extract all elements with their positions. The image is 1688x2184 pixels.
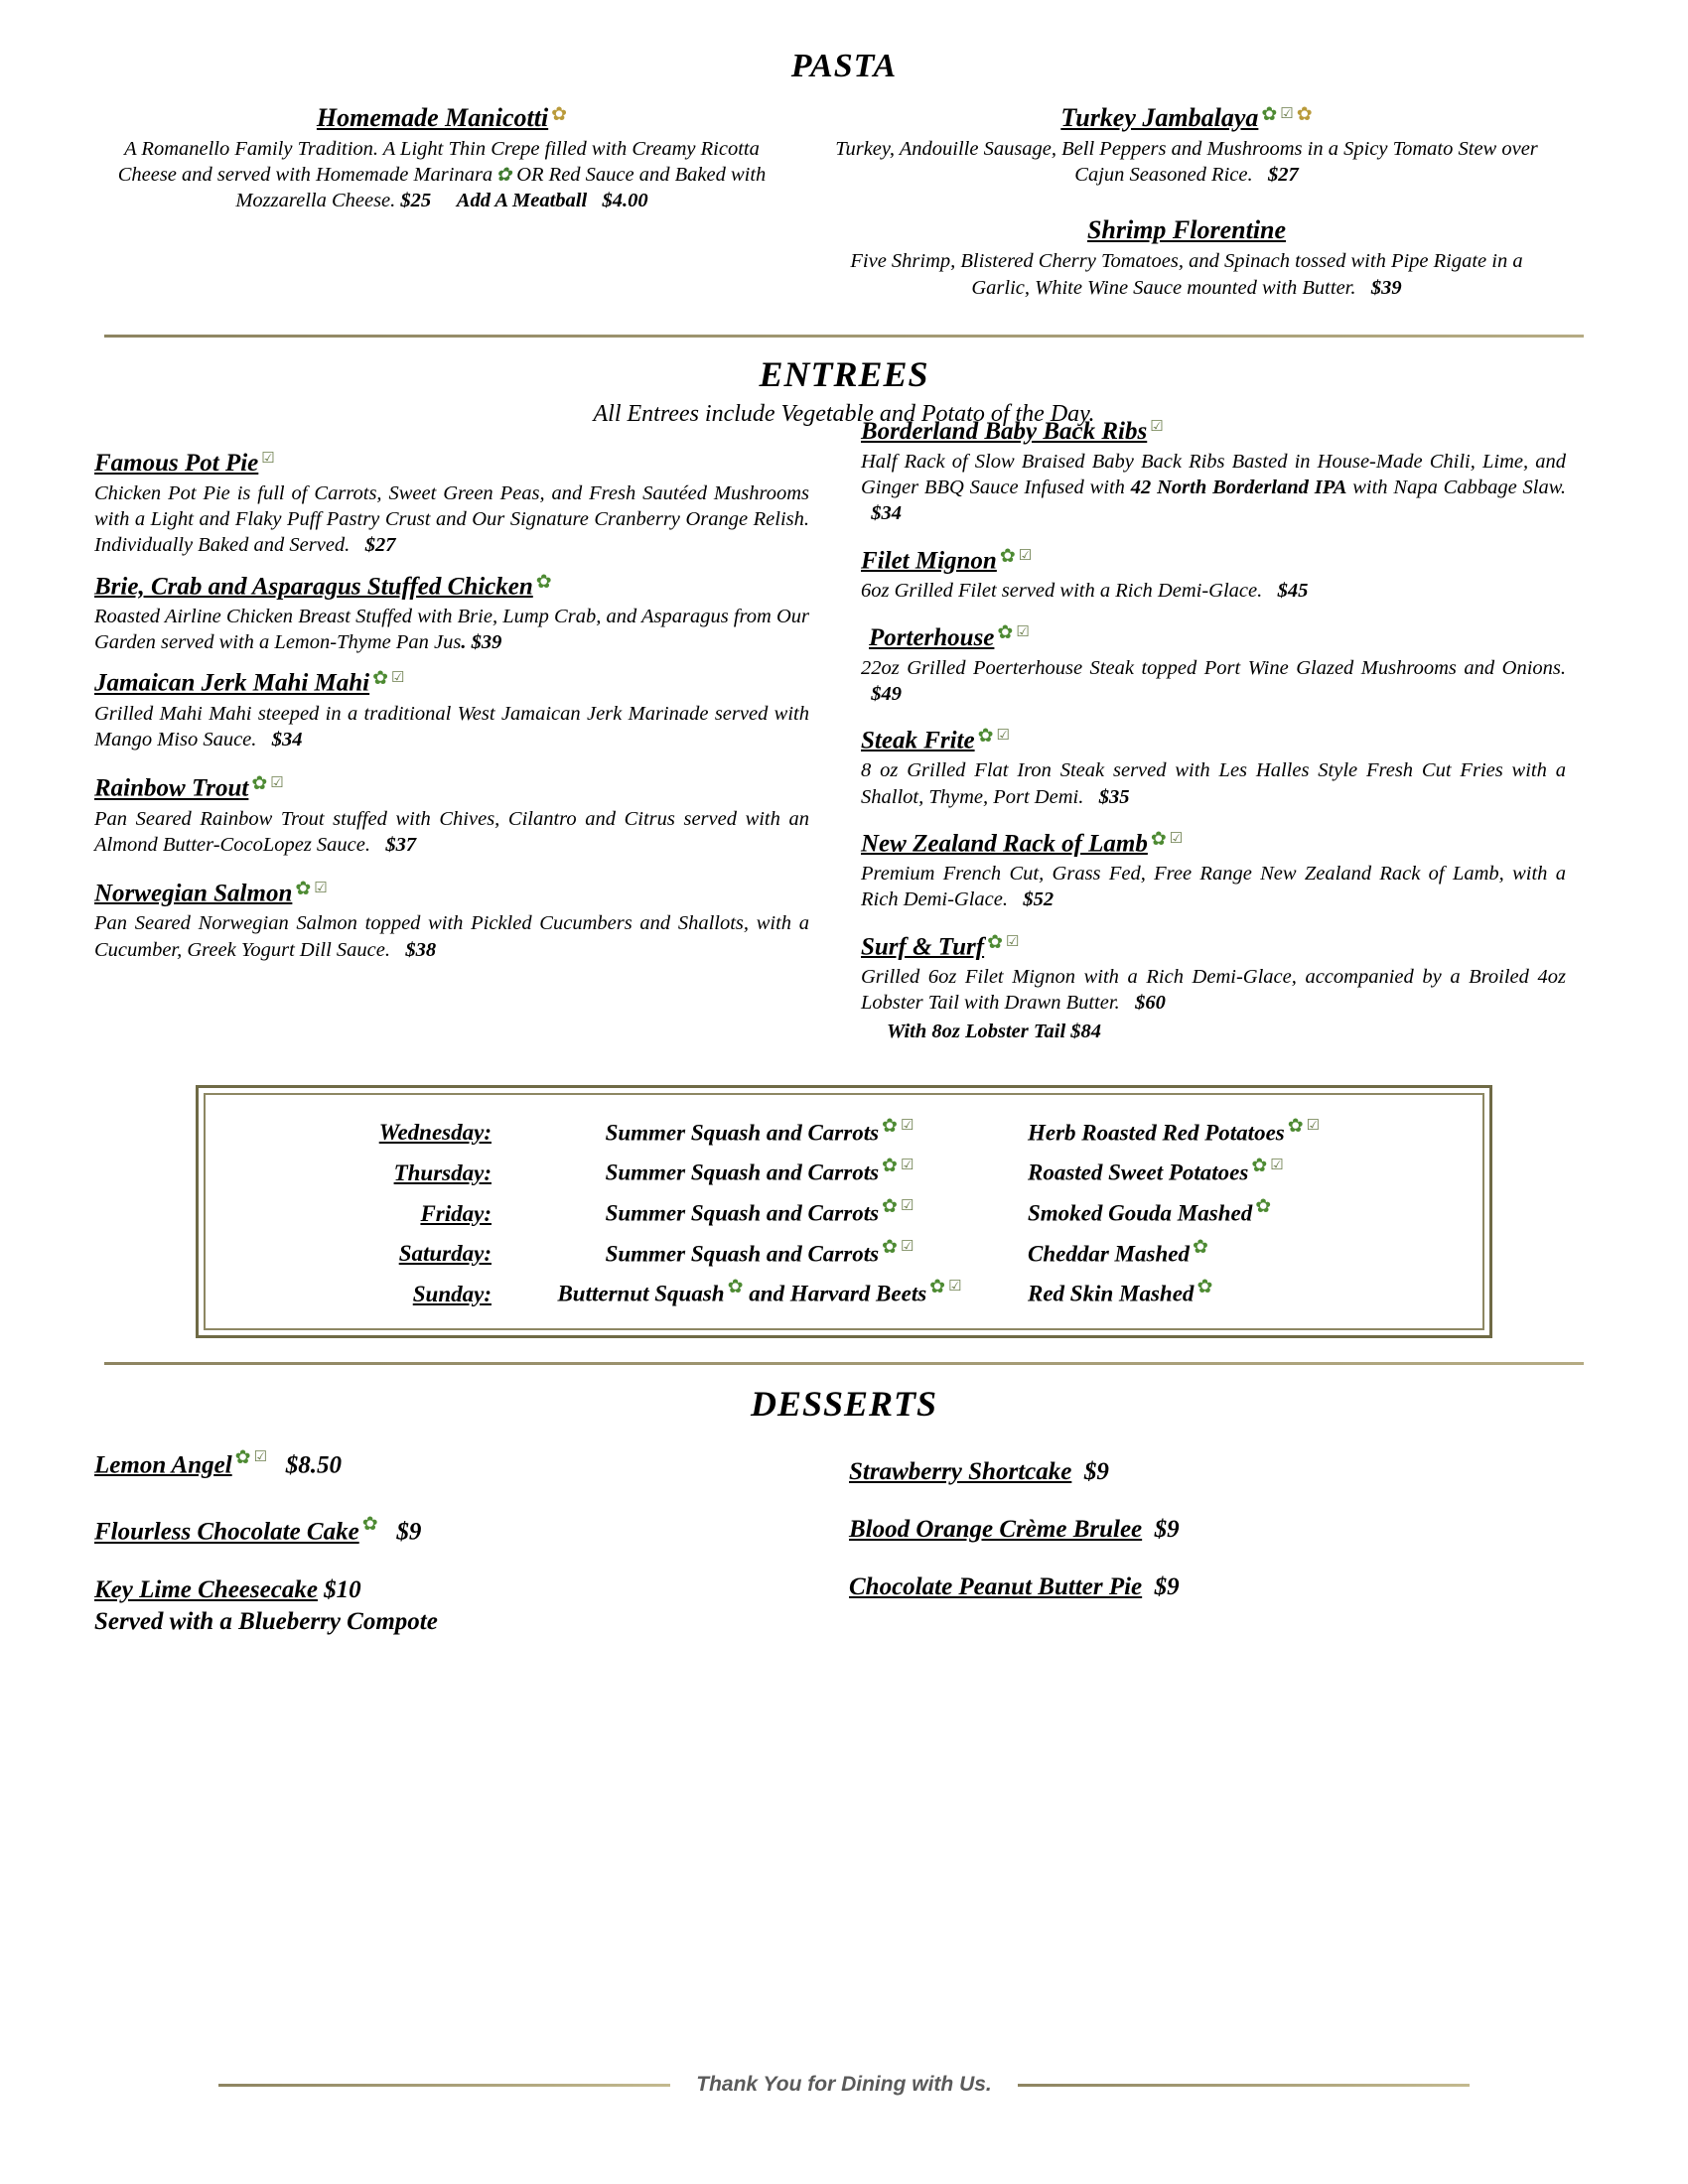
dietary-icons <box>994 623 1029 643</box>
sides-vegetable-text: Summer Squash and Carrots <box>605 1200 880 1226</box>
sprig-icon: ✿ <box>727 1277 744 1298</box>
sides-starch-text: Roasted Sweet Potatoes <box>1028 1160 1249 1185</box>
gluten-free-icon: ☑ <box>1169 830 1184 847</box>
sprig-icon: ✿ <box>1287 1115 1304 1137</box>
gluten-free-icon: ☑ <box>1018 547 1033 564</box>
dish-turkey-jambalaya <box>829 103 1544 188</box>
sides-vegetable-text: Summer Squash and Carrots <box>605 1160 880 1185</box>
gluten-free-icon: ☑ <box>1270 1158 1284 1174</box>
gluten-free-icon: ☑ <box>996 728 1010 744</box>
dish-surf-and-turf <box>861 933 1566 1045</box>
sprig-icon: ✿ <box>1251 1156 1268 1177</box>
dietary-icons <box>1194 1273 1212 1298</box>
dish-name: Jamaican Jerk Mahi Mahi <box>94 669 370 697</box>
sides-day: Sunday: <box>412 1281 492 1306</box>
sides-vegetable <box>492 1109 1028 1150</box>
dessert-lemon-angel <box>94 1442 789 1479</box>
dish-new-zealand-rack-of-lamb <box>861 830 1566 913</box>
dish-price: $25 <box>400 190 432 212</box>
dietary-icons <box>879 1112 914 1138</box>
sprig-icon: ✿ <box>251 773 268 795</box>
footer-rule-right <box>1018 2084 1470 2087</box>
dish-description <box>94 806 809 858</box>
dish-description <box>861 655 1566 707</box>
dish-homemade-manicotti <box>94 103 789 214</box>
footer-text: Thank You for Dining with Us. <box>696 2073 992 2096</box>
dish-name: Borderland Baby Back Ribs <box>861 417 1148 445</box>
dish-extra-price: $4.00 <box>602 190 648 212</box>
footer-rule-left <box>218 2084 670 2087</box>
dessert-price: $9 <box>396 1518 422 1546</box>
dish-price: $34 <box>871 502 902 525</box>
dietary-icons <box>369 669 404 689</box>
table-row <box>223 1230 1465 1271</box>
gluten-free-icon: ☑ <box>1016 624 1030 641</box>
dietary-icons <box>725 1273 744 1298</box>
dish-description <box>94 701 809 752</box>
dessert-name: Strawberry Shortcake <box>849 1457 1072 1485</box>
sides-day: Wednesday: <box>378 1120 492 1146</box>
dish-description-text: 22oz Grilled Poerterhouse Steak topped Port Wine Glazed Mushrooms and Onions. <box>861 656 1566 679</box>
dish-name: Famous Pot Pie <box>94 449 259 477</box>
dessert-price: $9 <box>1154 1572 1180 1600</box>
dietary-icons <box>879 1152 914 1177</box>
gluten-free-icon: ☑ <box>1150 418 1164 435</box>
dish-steak-frite <box>861 727 1566 810</box>
table-row <box>223 1149 1465 1189</box>
dietary-icons <box>975 727 1010 747</box>
sides-day: Thursday: <box>393 1160 492 1185</box>
desserts-section-title: DESSERTS <box>750 1383 938 1424</box>
dish-description-text: Chicken Pot Pie is full of Carrots, Sweet Green Peas, and Fresh Sautéed Mushrooms with a Light and Flaky Puff Pastry Crust and Our Signature Cranberry Orange Relish. Individually Baked and Served. <box>94 481 809 557</box>
dish-description-text: Five Shrimp, Blistered Cherry Tomatoes, and Spinach tossed with Pipe Rigate in a Garlic, White Wine Sauce mounted with Butter. <box>850 250 1523 299</box>
dietary-icons <box>533 573 552 593</box>
daily-sides-table <box>223 1109 1465 1310</box>
dietary-icons <box>232 1442 267 1470</box>
gluten-free-icon: ☑ <box>1306 1117 1321 1134</box>
dish-jamaican-jerk-mahi-mahi <box>94 669 809 752</box>
sides-starch-text: Smoked Gouda Mashed <box>1028 1200 1253 1226</box>
dish-note: With 8oz Lobster Tail $84 <box>887 1021 1102 1043</box>
dish-price: $39 <box>1370 276 1402 299</box>
dish-price: $52 <box>1023 888 1055 911</box>
dish-description <box>829 248 1544 300</box>
gluten-free-icon: ☑ <box>900 1158 914 1174</box>
dish-price: $27 <box>364 534 396 557</box>
pasta-section-title: PASTA <box>790 48 898 84</box>
desserts-divider <box>104 1362 1584 1365</box>
sprig-icon: ✿ <box>882 1115 898 1137</box>
gluten-free-icon: ☑ <box>261 450 275 467</box>
dish-shrimp-florentine <box>829 215 1544 300</box>
dish-price: $45 <box>1277 579 1309 602</box>
dietary-icons <box>548 105 567 125</box>
dietary-icons <box>1147 420 1163 438</box>
sides-vegetable-text: Summer Squash and Carrots <box>605 1120 880 1146</box>
dietary-icons <box>1148 830 1183 850</box>
daily-sides-inner <box>204 1093 1484 1330</box>
dessert-name: Chocolate Peanut Butter Pie <box>849 1572 1143 1600</box>
dish-description <box>861 578 1566 604</box>
dish-description-tail: . <box>461 631 467 654</box>
dish-porterhouse <box>861 623 1566 707</box>
sides-starch <box>1028 1230 1465 1271</box>
dietary-icons <box>258 452 274 470</box>
daily-sides-box <box>196 1085 1492 1338</box>
dessert-name: Lemon Angel <box>94 1451 232 1479</box>
leaf-green-icon: ✿ <box>495 165 512 187</box>
dish-description-tail: with Napa Cabbage Slaw. <box>1346 477 1566 499</box>
sides-vegetable <box>492 1270 1028 1310</box>
dish-famous-pot-pie <box>94 450 809 559</box>
sides-starch <box>1028 1189 1465 1230</box>
dessert-name: Key Lime Cheesecake <box>94 1575 318 1603</box>
entrees-left-column <box>94 450 809 1059</box>
sprig-icon: ✿ <box>929 1277 946 1298</box>
dish-name: Norwegian Salmon <box>94 880 293 907</box>
dietary-icons <box>879 1233 914 1259</box>
dish-description-text: Pan Seared Norwegian Salmon topped with Pickled Cucumbers and Shallots, with a Cucumber, Greek Yogurt Dill Sauce. <box>94 912 809 961</box>
dish-name: Surf & Turf <box>861 932 985 960</box>
dish-description <box>861 449 1566 527</box>
sprig-icon: ✿ <box>882 1236 898 1258</box>
dietary-icons <box>1252 1192 1271 1218</box>
dish-price: $60 <box>1135 992 1166 1015</box>
sprig-icon: ✿ <box>361 1514 378 1536</box>
dish-name: New Zealand Rack of Lamb <box>861 830 1148 858</box>
dietary-icons <box>1190 1233 1208 1259</box>
dish-price: $27 <box>1267 164 1299 187</box>
sides-vegetable-text: Summer Squash and Carrots <box>605 1241 880 1267</box>
pasta-left-column <box>94 103 789 315</box>
dessert-flourless-chocolate-cake <box>94 1509 789 1546</box>
dish-description <box>861 861 1566 912</box>
dietary-icons <box>248 774 283 794</box>
dish-name: Homemade Manicotti <box>316 103 549 132</box>
gluten-free-icon: ☑ <box>1280 105 1294 122</box>
sides-starch-text: Red Skin Mashed <box>1028 1281 1195 1306</box>
gluten-free-icon: ☑ <box>270 775 284 792</box>
sides-vegetable <box>492 1230 1028 1271</box>
dish-description-text: Turkey, Andouille Sausage, Bell Peppers and Mushrooms in a Spicy Tomato Stew over Cajun Seasoned Rice. <box>835 138 1538 187</box>
sprig-icon: ✿ <box>1255 1195 1272 1217</box>
dish-description-text: Pan Seared Rainbow Trout stuffed with Chives, Cilantro and Citrus served with an Almond Butter-CocoLopez Sauce. <box>94 807 809 856</box>
sprig-icon: ✿ <box>535 571 552 593</box>
sides-day: Saturday: <box>398 1241 492 1267</box>
footer <box>0 2073 1688 2097</box>
dessert-blood-orange-creme-brulee <box>849 1516 1544 1544</box>
dish-description-text: Grilled Mahi Mahi steeped in a traditional West Jamaican Jerk Marinade served with Mango Miso Sauce. <box>94 702 809 751</box>
entrees-divider <box>104 335 1584 338</box>
dish-name: Porterhouse <box>869 623 995 651</box>
table-row <box>223 1270 1465 1310</box>
dish-price: $37 <box>385 833 417 856</box>
desserts-left-column <box>94 1442 789 1666</box>
dish-name: Filet Mignon <box>861 546 997 574</box>
sides-vegetable <box>492 1149 1028 1189</box>
gluten-free-icon: ☑ <box>900 1197 914 1214</box>
dessert-price: $9 <box>1154 1515 1180 1543</box>
dessert-strawberry-shortcake <box>849 1458 1544 1486</box>
desserts-right-column <box>849 1442 1544 1666</box>
dietary-icons <box>359 1509 378 1537</box>
sprig-icon: ✿ <box>372 668 389 690</box>
sides-vegetable-text: Butternut Squash <box>557 1281 725 1306</box>
dish-name: Rainbow Trout <box>94 774 249 802</box>
leaf-gold-icon: ✿ <box>1296 103 1313 125</box>
dietary-icons <box>1258 105 1312 125</box>
dish-extra-label: Add A Meatball <box>456 190 588 212</box>
entrees-columns <box>0 417 1688 1059</box>
dish-description <box>94 604 809 655</box>
sprig-icon: ✿ <box>1150 828 1167 850</box>
gluten-free-icon: ☑ <box>900 1238 914 1255</box>
dish-price: $35 <box>1098 785 1130 808</box>
dish-description <box>861 757 1566 809</box>
dish-description <box>94 136 789 214</box>
dish-description-bold: 42 North Borderland IPA <box>1130 477 1347 499</box>
sides-starch <box>1028 1149 1465 1189</box>
sprig-icon: ✿ <box>999 545 1016 567</box>
dish-description <box>94 910 809 962</box>
dish-name: Shrimp Florentine <box>1086 215 1287 245</box>
dessert-key-lime-cheesecake-sub: Served with a Blueberry Compote <box>94 1607 438 1635</box>
dessert-chocolate-peanut-butter-pie <box>849 1573 1544 1601</box>
gluten-free-icon: ☑ <box>391 670 405 687</box>
sides-vegetable-text-2: and Harvard Beets <box>743 1281 927 1306</box>
table-row <box>223 1189 1465 1230</box>
dessert-price: $9 <box>1083 1457 1109 1485</box>
dessert-price: $8.50 <box>285 1451 343 1479</box>
dish-description-text: A Romanello Family Tradition. A Light Thin Crepe filled with Creamy Ricotta Cheese and served with Homemade Marinara <box>117 138 760 187</box>
sprig-icon: ✿ <box>882 1156 898 1177</box>
gluten-free-icon: ☑ <box>253 1448 268 1465</box>
leaf-gold-icon: ✿ <box>551 103 568 125</box>
gluten-free-icon: ☑ <box>1006 933 1020 950</box>
sprig-icon: ✿ <box>882 1195 898 1217</box>
desserts-columns <box>0 1442 1688 1666</box>
gluten-free-icon: ☑ <box>900 1117 914 1134</box>
dessert-name: Blood Orange Crème Brulee <box>849 1515 1143 1543</box>
dish-brie-crab-asparagus-stuffed-chicken <box>94 573 809 656</box>
sides-starch <box>1028 1270 1465 1310</box>
table-row <box>223 1109 1465 1150</box>
dish-borderland-baby-back-ribs <box>861 418 1566 527</box>
dish-norwegian-salmon <box>94 880 809 963</box>
sides-starch-text: Cheddar Mashed <box>1028 1241 1190 1267</box>
sides-starch-text: Herb Roasted Red Potatoes <box>1028 1120 1285 1146</box>
dish-name: Brie, Crab and Asparagus Stuffed Chicken <box>94 572 533 600</box>
dish-price: $39 <box>471 631 502 654</box>
dish-description-text: Half Rack of Slow Braised Baby Back Ribs Basted in House-Made Chili, Lime, and Ginger BBQ Sauce Infused with <box>861 450 1566 499</box>
dish-name: Steak Frite <box>861 727 975 754</box>
sprig-icon: ✿ <box>1261 103 1278 125</box>
dish-description-text-2: OR Red Sauce and Baked with Mozzarella Cheese. <box>235 164 767 212</box>
dish-price: $38 <box>405 938 437 961</box>
dessert-key-lime-cheesecake <box>94 1576 789 1604</box>
dish-filet-mignon <box>861 547 1566 605</box>
sprig-icon: ✿ <box>234 1446 251 1468</box>
gluten-free-icon: ☑ <box>314 881 328 897</box>
dietary-icons <box>292 880 327 899</box>
dish-description-text: Roasted Airline Chicken Breast Stuffed with Brie, Lump Crab, and Asparagus from Our Garden served with a Lemon-Thyme Pan Jus <box>94 605 809 654</box>
sprig-icon: ✿ <box>977 726 994 747</box>
sides-day: Friday: <box>420 1200 492 1226</box>
dish-description <box>861 964 1566 1016</box>
dietary-icons <box>926 1273 961 1298</box>
sprig-icon: ✿ <box>1192 1236 1208 1258</box>
sprig-icon: ✿ <box>987 931 1004 953</box>
dish-description-text: Premium French Cut, Grass Fed, Free Range New Zealand Rack of Lamb, with a Rich Demi-Glace. <box>861 863 1566 911</box>
sprig-icon: ✿ <box>1196 1277 1213 1298</box>
dietary-icons <box>997 547 1032 567</box>
dessert-name: Flourless Chocolate Cake <box>94 1518 359 1546</box>
dietary-icons <box>879 1192 914 1218</box>
dish-description-text: Grilled 6oz Filet Mignon with a Rich Demi-Glace, accompanied by a Broiled 4oz Lobster Tail with Drawn Butter. <box>861 965 1566 1015</box>
dietary-icons <box>1248 1152 1283 1177</box>
sprig-icon: ✿ <box>997 622 1014 644</box>
dietary-icons <box>984 933 1019 953</box>
sides-vegetable <box>492 1189 1028 1230</box>
dessert-price: $10 <box>324 1575 361 1603</box>
sprig-icon: ✿ <box>295 879 312 900</box>
dish-price: $49 <box>871 682 902 705</box>
entrees-subtitle: All Entrees include Vegetable and Potato of the Day. <box>593 400 1095 427</box>
pasta-columns <box>0 103 1688 315</box>
dish-description-text: 6oz Grilled Filet served with a Rich Demi-Glace. <box>861 579 1263 602</box>
entrees-right-column <box>861 417 1566 1059</box>
dish-description <box>94 480 809 559</box>
dish-description-text: 8 oz Grilled Flat Iron Steak served with Les Halles Style Fresh Cut Fries with a Shallot, Thyme, Port Demi. <box>861 759 1566 808</box>
dish-name: Turkey Jambalaya <box>1060 103 1259 132</box>
dish-rainbow-trout <box>94 774 809 858</box>
dish-price: $34 <box>271 729 303 751</box>
dietary-icons <box>1285 1112 1320 1138</box>
pasta-right-column <box>829 103 1544 315</box>
dish-description <box>829 136 1544 188</box>
sides-starch <box>1028 1109 1465 1150</box>
gluten-free-icon: ☑ <box>948 1279 962 1296</box>
entrees-section-title: ENTREES <box>759 353 929 394</box>
